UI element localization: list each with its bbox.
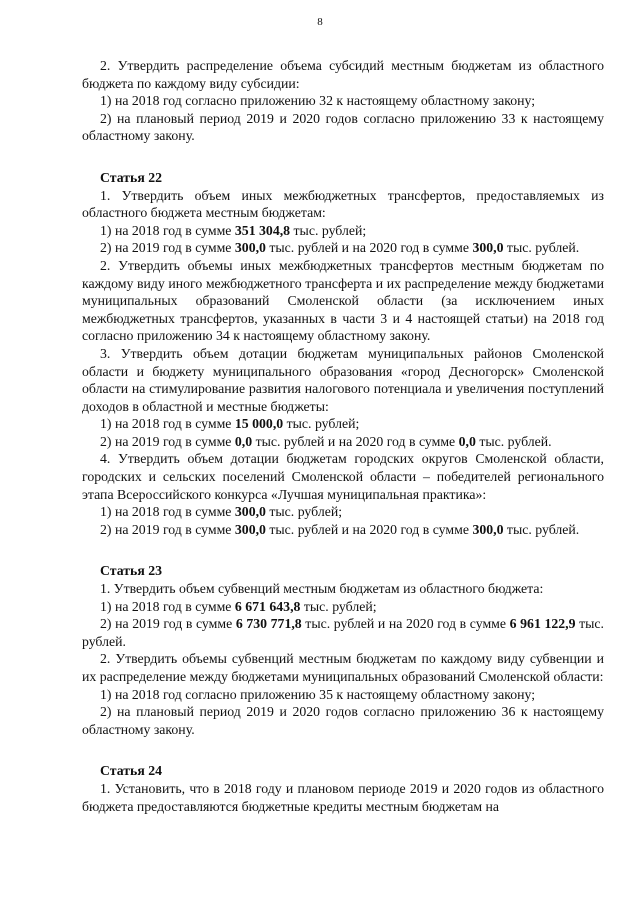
text-run: 1) на 2018 год в сумме	[100, 504, 235, 520]
amount-value: 300,0	[472, 521, 504, 537]
paragraph	[82, 503, 604, 521]
paragraph: 1. Установить, что в 2018 году и плановом периоде 2019 и 2020 годов из областного бюджета предоставляются бюджетные кредиты местным бюджетам на	[82, 780, 604, 814]
text-run: 2) на 2019 год в сумме	[100, 240, 235, 256]
article-heading: Статья 24	[100, 763, 163, 779]
text-run: 2) на 2019 год в сумме	[100, 433, 235, 449]
text-run: тыс. рублей;	[290, 222, 367, 238]
paragraph: 3. Утвердить объем дотации бюджетам муниципальных районов Смоленской области и бюджету муниципального образования «город Десногорск» Смоленской области на стимулирование развития налогового потенциала и увеличения поступлений доходов в областной и местные бюджеты:	[82, 345, 604, 414]
paragraph: 2) на плановый период 2019 и 2020 годов согласно приложению 33 к настоящему областному закону.	[82, 110, 604, 144]
article-heading: Статья 23	[100, 563, 163, 579]
article-heading: Статья 22	[100, 169, 163, 185]
paragraph	[82, 521, 604, 539]
amount-value: 6 671 643,8	[234, 598, 301, 614]
amount-value: 6 961 122,9	[509, 616, 576, 632]
paragraph: 2. Утвердить объемы иных межбюджетных трансфертов местным бюджетам по каждому виду иного межбюджетного трансферта и их распределение между бюджетами муниципальных образований Смоленской области (за исключением иных межбюджетных трансфертов, указанных в части 3 и 4 настоящей статьи) на 2018 год согласно приложению 34 к настоящему областному закону.	[82, 257, 604, 344]
paragraph: 1) на 2018 год согласно приложению 35 к настоящему областному закону;	[100, 686, 536, 702]
text-run: тыс. рублей;	[283, 416, 360, 432]
paragraph: 4. Утвердить объем дотации бюджетам городских округов Смоленской области, городских и сельских поселений Смоленской области – победителей регионального этапа Всероссийского конкурса «Лучшая муниципальная практика»:	[82, 451, 604, 502]
amount-value: 0,0	[458, 433, 476, 449]
text-run: тыс. рублей.	[503, 240, 580, 256]
paragraph: 2. Утвердить объемы субвенций местным бюджетам по каждому виду субвенции и их распределение между бюджетами муниципальных образований Смоленской области:	[82, 651, 604, 684]
amount-value: 15 000,0	[234, 416, 284, 432]
paragraph	[82, 615, 604, 650]
amount-value: 0,0	[234, 433, 253, 449]
text-run: тыс. рублей и на 2020 год в сумме	[265, 240, 473, 256]
paragraph: 1. Утвердить объем иных межбюджетных трансфертов, предоставляемых из областного бюджета местным бюджетам:	[82, 187, 604, 221]
paragraph: 2. Утвердить распределение объема субсидий местным бюджетам из областного бюджета по каждому виду субсидии:	[82, 58, 604, 91]
paragraph	[82, 415, 604, 433]
text-run: тыс. рублей и на 2020 год в сумме	[301, 616, 510, 632]
paragraph: 1) на 2018 год согласно приложению 32 к настоящему областному закону;	[100, 93, 536, 109]
amount-value: 300,0	[234, 504, 266, 520]
text-run: тыс. рублей.	[503, 521, 580, 537]
paragraph	[82, 433, 604, 451]
paragraph	[82, 598, 604, 616]
amount-value: 6 730 771,8	[235, 616, 302, 632]
amount-value: 300,0	[234, 521, 266, 537]
text-run: 1) на 2018 год в сумме	[100, 598, 235, 614]
paragraph	[82, 222, 604, 240]
page-number: 8	[317, 16, 323, 28]
text-run: 2) на 2019 год в сумме	[100, 616, 236, 632]
text-run: 2) на 2019 год в сумме	[100, 521, 235, 537]
text-run: 1) на 2018 год в сумме	[100, 416, 235, 432]
paragraph	[82, 239, 604, 257]
paragraph: 2) на плановый период 2019 и 2020 годов согласно приложению 36 к настоящему областному закону.	[82, 704, 604, 737]
text-run: тыс. рублей и на 2020 год в сумме	[265, 521, 473, 537]
amount-value: 351 304,8	[234, 222, 291, 238]
document-body	[82, 57, 604, 815]
text-run: тыс. рублей.	[82, 616, 604, 649]
paragraph: 1. Утвердить объем субвенций местным бюджетам из областного бюджета:	[100, 581, 544, 597]
text-run: 1) на 2018 год в сумме	[100, 222, 235, 238]
amount-value: 300,0	[472, 240, 504, 256]
text-run: тыс. рублей и на 2020 год в сумме	[252, 433, 459, 449]
text-run: тыс. рублей;	[300, 598, 377, 614]
amount-value: 300,0	[234, 240, 266, 256]
text-run: тыс. рублей.	[475, 433, 552, 449]
text-run: тыс. рублей;	[265, 504, 343, 520]
